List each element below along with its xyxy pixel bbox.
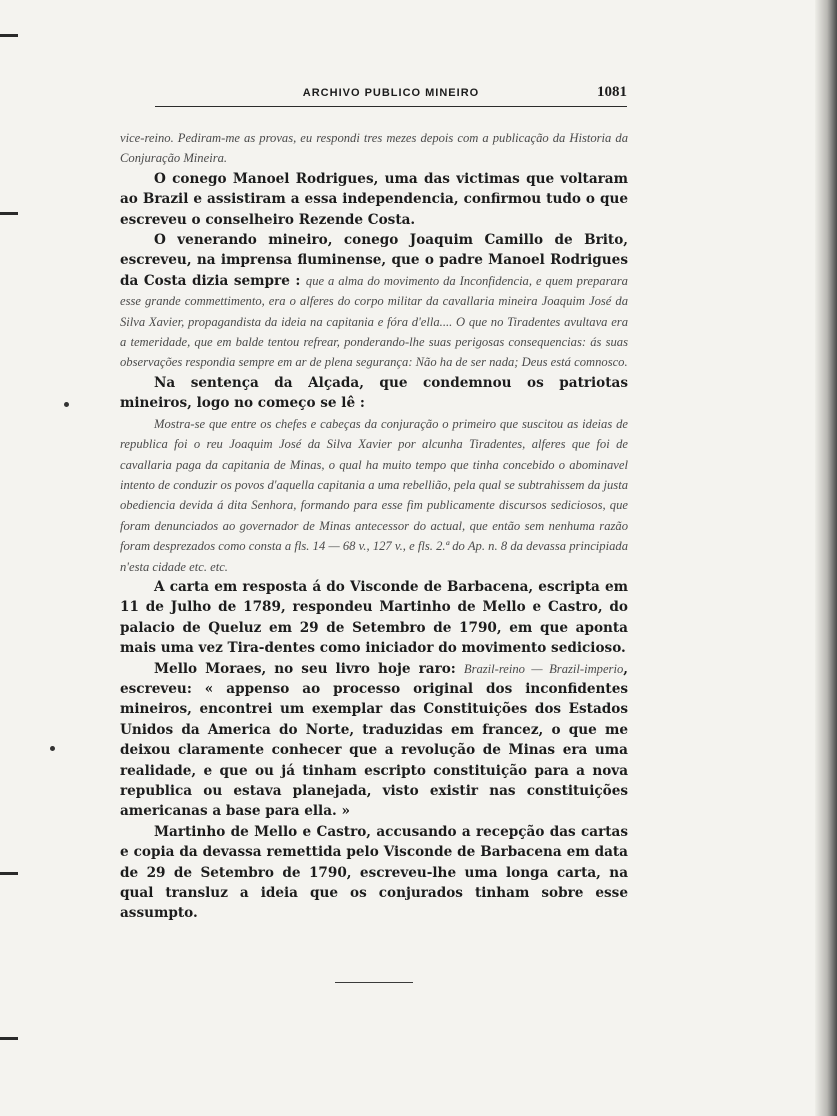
paragraph-text: O conego Manoel Rodrigues, uma das victimas que voltaram ao Brazil e assistiram a essa independencia, confirmou tudo o que escreveu o conselheiro Rezende Costa. [120,170,628,228]
ink-speck [64,402,69,407]
paragraph-text: Mello Moraes, no seu livro hoje raro: [154,660,464,677]
quoted-text: que a alma do movimento da Inconfidencia, e quem preparara esse grande commettimento, era o alferes do corpo militar da cavallaria mineira Joaquim José da Silva Xavier, propagandista da ideia na capitania e fóra d'ella.... O que no Tiradentes avultava era a temeridade, que em balde tentou refrear, ponderando-lhe suas perigosas consequencias: ás suas observações respondia sempre em ar de plena segurança: Não ha de ser nada; Deus está comnosco. [120,273,628,370]
paragraph-text: Na sentença da Alçada, que condemnou os patriotas mineiros, logo no começo se lê : [120,374,628,412]
ink-speck [50,746,55,751]
paragraph-p7 [120,659,628,822]
paragraph-p1 [120,128,628,169]
quoted-text: Mostra-se que entre os chefes e cabeças da conjuração o primeiro que suscitou as ideias de republica foi o reu Joaquim José da Silva Xavier por alcunha Tiradentes, alferes que foi de cavallaria paga da capitania de Minas, o qual ha muito tempo que tinha concebido o abominavel intento de conduzir os povos d'aquella capitania a uma rebellião, pela qual se subtrahissem da justa obediencia devida á dita Senhora, formando para esse fim publicamente discursos sediciosos, que foram denunciados ao governador de Minas antecessor do actual, que então sem nenhuma razão foram desprezados como consta a fls. 14 — 68 v., 127 v., e fls. 2.ª do Ap. n. 8 da devassa principiada n'esta cidade etc. etc. [120,416,628,574]
scan-edge-shadow [815,0,837,1116]
paragraph-text: O venerando mineiro, conego Joaquim Camillo de Brito, escreveu, na imprensa fluminense, que o padre Manoel Rodrigues da Costa dizia sempre : [120,232,628,289]
page-number: 1081 [597,84,627,100]
page-header [155,84,627,107]
quoted-text: Brazil-reino — Brazil-imperio [463,661,624,676]
paragraph-p6 [120,577,628,659]
end-rule [335,982,413,983]
paragraph-p2 [120,169,628,230]
body-text [120,128,628,924]
margin-tick [0,212,18,215]
paragraph-p8 [120,822,628,924]
quoted-text: vice-reino. Pediram-me as provas, eu respondi tres mezes depois com a publicação da Historia da Conjuração Mineira. [120,131,628,166]
paragraph-text: , escreveu: « appenso ao processo original dos inconfidentes mineiros, encontrei um exemplar das Constituições dos Estados Unidos da America do Norte, traduzidas em francez, o que me deixou claramente conhecer que a revolução de Minas era uma realidade, e que ou já tinham escripto constituição para a nova republica ou estava planejada, visto existir nas constituições americanas a base para ella. » [120,660,628,820]
margin-tick [0,872,18,875]
paragraph-text: Martinho de Mello e Castro, accusando a recepção das cartas e copia da devassa remettida pelo Visconde de Barbacena em data de 29 de Setembro de 1790, escreveu-lhe uma longa carta, na qual transluz a ideia que os conjurados tinham sobre esse assumpto. [120,823,628,922]
paragraph-p5 [120,414,628,577]
paragraph-text: A carta em resposta á do Visconde de Barbacena, escripta em 11 de Julho de 1789, respondeu Martinho de Mello e Castro, do palacio de Queluz em 29 de Setembro de 1790, em que aponta mais uma vez Tira-dentes como iniciador do movimento sedicioso. [120,578,628,657]
margin-tick [0,1037,18,1040]
margin-tick [0,34,18,37]
paragraph-p4 [120,373,628,414]
paragraph-p3 [120,230,628,373]
running-title: ARCHIVO PUBLICO MINEIRO [302,87,480,99]
